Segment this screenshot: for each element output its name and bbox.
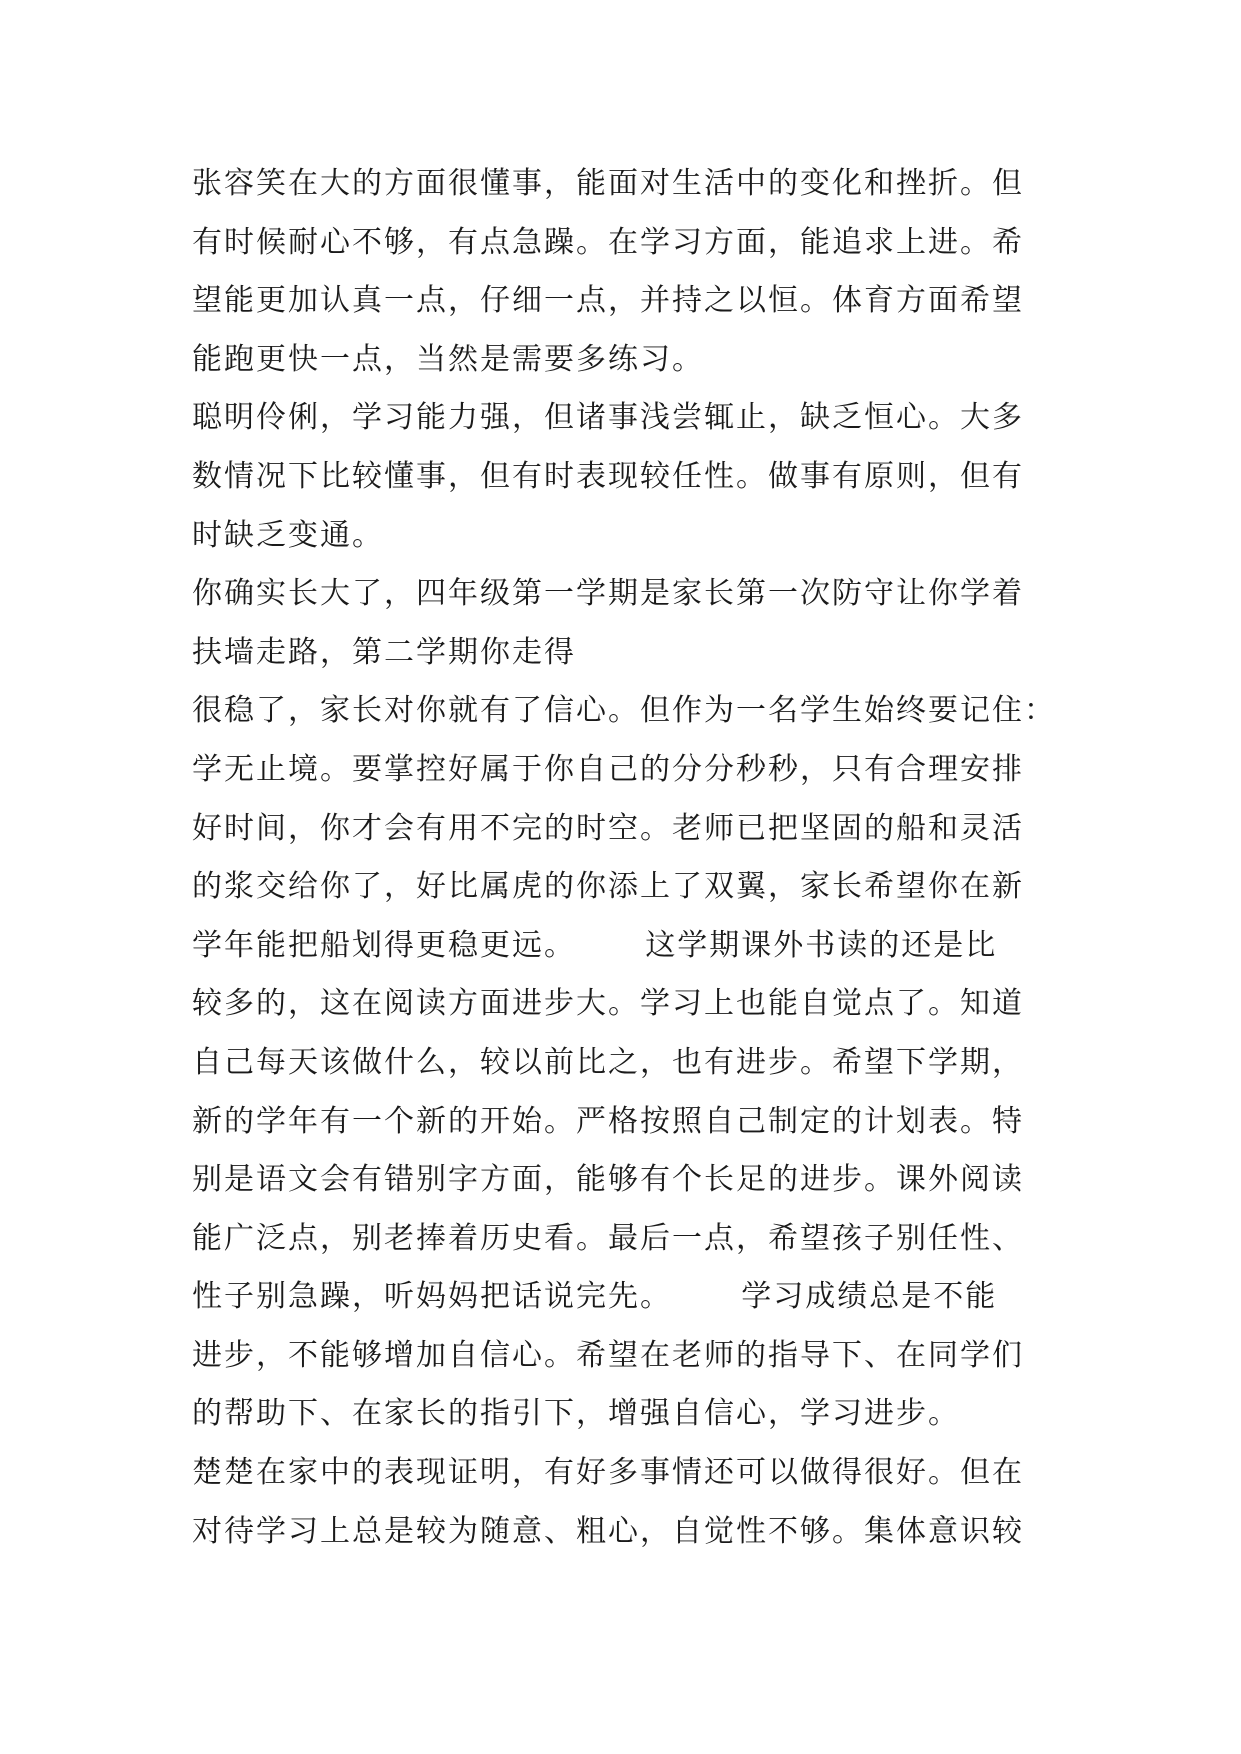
text-line: 性子别急躁，听妈妈把话说完先。 学习成绩总是不能 <box>192 1279 998 1315</box>
text-line: 较多的，这在阅读方面进步大。学习上也能自觉点了。知道 <box>192 986 1024 1022</box>
document-body <box>192 155 1072 1561</box>
text-line: 好时间，你才会有用不完的时空。老师已把坚固的船和灵活 <box>192 810 1024 846</box>
text-line: 你确实长大了，四年级第一学期是家长第一次防守让你学着 <box>192 576 1024 612</box>
text-line: 扶墙走路，第二学期你走得 <box>192 634 576 670</box>
text-line: 楚楚在家中的表现证明，有好多事情还可以做得很好。但在 <box>192 1455 1024 1491</box>
text-line: 能跑更快一点，当然是需要多练习。 <box>192 341 704 377</box>
text-line: 别是语文会有错别字方面，能够有个长足的进步。课外阅读 <box>192 1162 1024 1198</box>
text-line: 学无止境。要掌控好属于你自己的分分秒秒，只有合理安排 <box>192 751 1024 787</box>
text-line: 能广泛点，别老捧着历史看。最后一点，希望孩子别任性、 <box>192 1220 1024 1256</box>
text-line: 望能更加认真一点，仔细一点，并持之以恒。体育方面希望 <box>192 283 1024 319</box>
text-line: 对待学习上总是较为随意、粗心，自觉性不够。集体意识较 <box>192 1513 1024 1549</box>
text-line: 张容笑在大的方面很懂事，能面对生活中的变化和挫折。但 <box>192 166 1024 201</box>
text-line: 新的学年有一个新的开始。严格按照自己制定的计划表。特 <box>192 1103 1024 1139</box>
text-line: 数情况下比较懂事，但有时表现较任性。做事有原则，但有 <box>192 458 1024 494</box>
text-line: 的帮助下、在家长的指引下，增强自信心，学习进步。 <box>192 1396 960 1432</box>
text-line: 很稳了，家长对你就有了信心。但作为一名学生始终要记住： <box>192 693 1056 729</box>
text-line: 进步，不能够增加自信心。希望在老师的指导下、在同学们 <box>192 1337 1024 1373</box>
text-line: 的浆交给你了，好比属虎的你添上了双翼，家长希望你在新 <box>192 869 1024 905</box>
text-line: 聪明伶俐，学习能力强，但诸事浅尝辄止，缺乏恒心。大多 <box>192 400 1024 436</box>
text-line: 时缺乏变通。 <box>192 517 384 553</box>
text-line: 自己每天该做什么，较以前比之，也有进步。希望下学期， <box>192 1044 1024 1080</box>
text-line: 学年能把船划得更稳更远。 这学期课外书读的还是比 <box>192 927 998 963</box>
text-line: 有时候耐心不够，有点急躁。在学习方面，能追求上进。希 <box>192 224 1024 260</box>
